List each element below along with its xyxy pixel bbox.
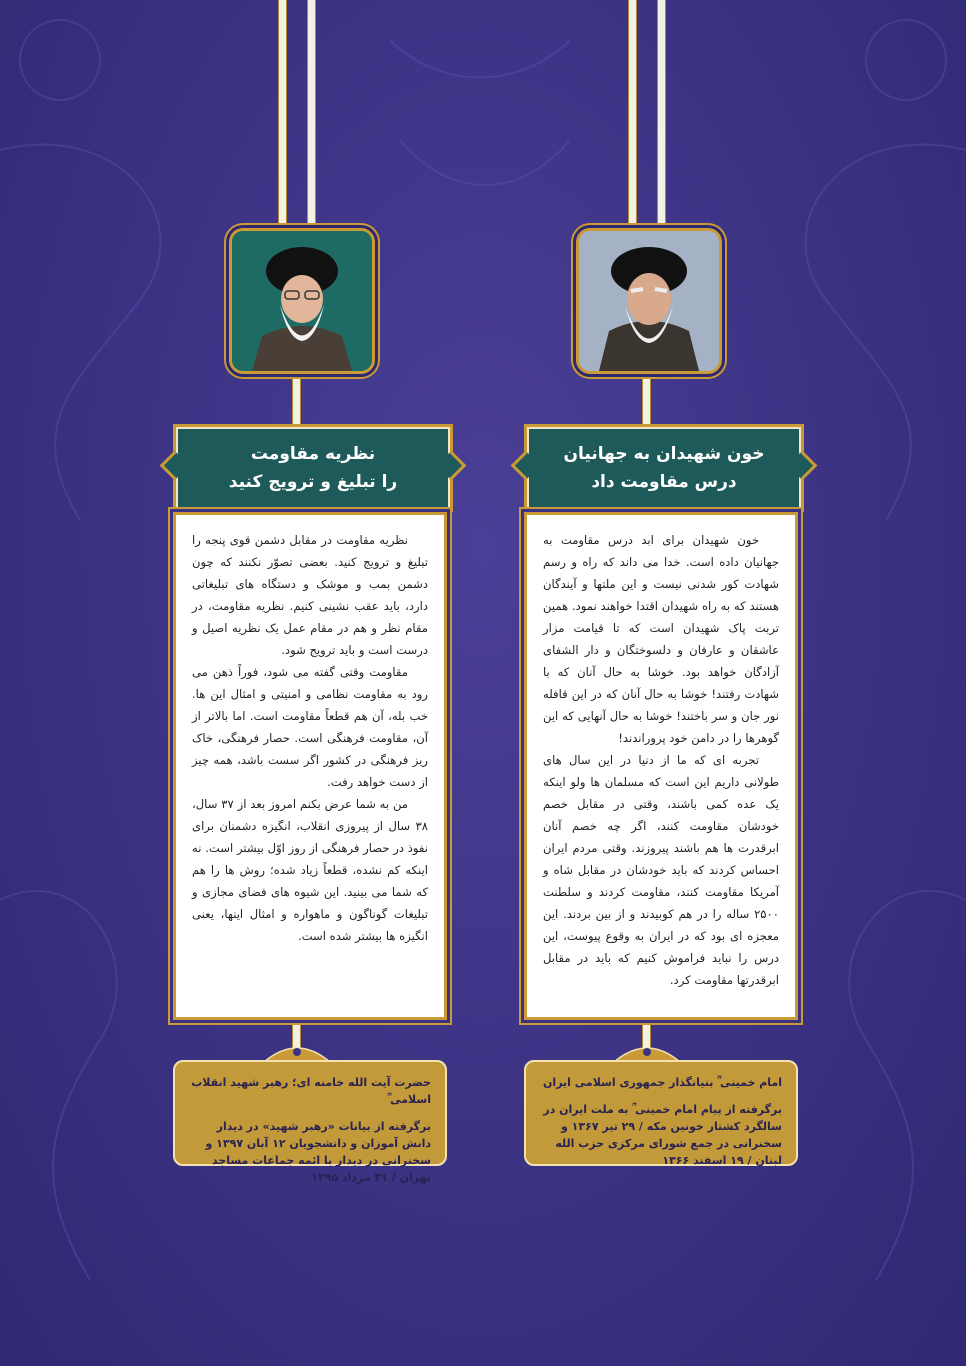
source-name-right: امام خمینی ؒ بنیانگذار جمهوری اسلامی ایران <box>543 1076 782 1089</box>
title-right-line1: خون شهیدان به جهانیان <box>563 444 765 464</box>
paragraph: مقاومت وقتی گفته می شود، فوراً ذهن می رود به مقاومت نظامی و امنیتی و امثال این ها. خب بله، آن هم قطعاً مقاومت است. اما بالاتر از آن، مقاومت فرهنگی است. حصار فرهنگی، خاک ریز فرهنگی در کشور اگر سست باشد، همه چیز از دست خواهد رفت. <box>192 665 428 789</box>
paragraph: من به شما عرض بکنم امروز بعد از ۳۷ سال، ۳۸ سال از پیروزی انقلاب، انگیزه دشمنان برای نفوذ در حصار فرهنگی از روز اوّل بیشتر است. نه اینکه کم نشده، قطعاً زیاد شده؛ روش ها را هم که شما می بینید. این شیوه های فضای مجازی و تبلیغات گوناگون و ماهواره و امثال اینها، یعنی انگیزه ها بیشتر شده است. <box>192 797 428 943</box>
source-box-left <box>173 1060 447 1184</box>
source-ref-right: برگرفته از پیام امام خمینی ؒ به ملت ایران در سالگرد کشتار خونین مکه / ۲۹ تیر ۱۳۶۷ و سخنرانی در جمع شورای مرکزی حزب الله لبنان / ۱۹ اسفند ۱۳۶۶ <box>543 1103 782 1167</box>
title-left-line2: را تبلیغ و ترویج کنید <box>228 472 398 492</box>
hanging-rope-left-a <box>278 0 287 240</box>
source-name-left: حضرت آیت الله خامنه ای؛ رهبر شهید انقلاب اسلامی ؒ <box>191 1076 431 1106</box>
text-card-right <box>524 512 798 1020</box>
hanging-rope-right-a <box>628 0 637 240</box>
text-card-left <box>173 512 447 1020</box>
source-ref-left: برگرفته از بیانات «رهبر شهید» در دیدار دانش آموزان و دانشجویان ۱۲ آبان ۱۳۹۷ و سخنرانی در دیدار با ائمه جماعات مساجد تهران / ۳۱ مرداد ۱۳۹۵ <box>205 1120 431 1184</box>
paragraph: خون شهیدان برای ابد درس مقاومت به جهانیان داده است. خدا می داند که راه و رسم شهادت کور شدنی نیست و این ملتها و آیندگان هستند که به راه شهیدان اقتدا خواهند نمود. همین تربت پاک شهیدان است که تا قیامت مزار عاشقان و عارفان و دلسوختگان و دار الشفای آزادگان خواهد بود. خوشا به حال آنان که با شهادت رفتند! خوشا به حال آنان که در این قافله نور جان و سر باختند! خوشا به حال آنهایی که این گوهرها را در دامن خود پروراندند! <box>543 533 779 745</box>
paragraph: نظریه مقاومت در مقابل دشمن قوی پنجه را تبلیغ و ترویج کنید. بعضی تصوّر نکنند که چون دشمن بمب و موشک و دستگاه های تبلیغاتی دارد، باید عقب نشینی کنیم. نظریه مقاومت، در مقام نظر و هم در مقام عمل یک نظریه اصیل و درست است و باید ترویج شود. <box>192 533 428 657</box>
portrait-khomeini <box>576 228 722 374</box>
title-box-right <box>524 424 804 512</box>
source-box-right <box>524 1060 798 1166</box>
hanging-rope-left-b <box>307 0 316 240</box>
paragraph: تجربه ای که ما از دنیا در این سال های طولانی داریم این است که مسلمان ها ولو اینکه یک عده کمی باشند، وقتی در مقابل خصم خودشان مقاومت کنند، اگر چه خصم آنان ابرقدرت ها هم باشند پیروزند. وقتی مردم ایران احساس کردند که باید خودشان در مقابل شاه و آمریکا مقاومت کنند، مقاومت کردند و سلطنت ۲۵۰۰ ساله را در هم کوبیدند و از بین بردند. این معجزه ای بود که در ایران به وقوع پیوست، این درس را نباید فراموش کنیم که باید در مقابل ابرقدرتها مقاومت کرد. <box>543 753 779 987</box>
hanging-rope-right-b <box>657 0 666 240</box>
connector-right <box>642 372 651 428</box>
portrait-khamenei <box>229 228 375 374</box>
title-box-left <box>173 424 453 512</box>
title-right-line2: درس مقاومت داد <box>591 472 737 492</box>
title-left-line1: نظریه مقاومت <box>250 444 376 464</box>
connector-left <box>292 372 301 428</box>
